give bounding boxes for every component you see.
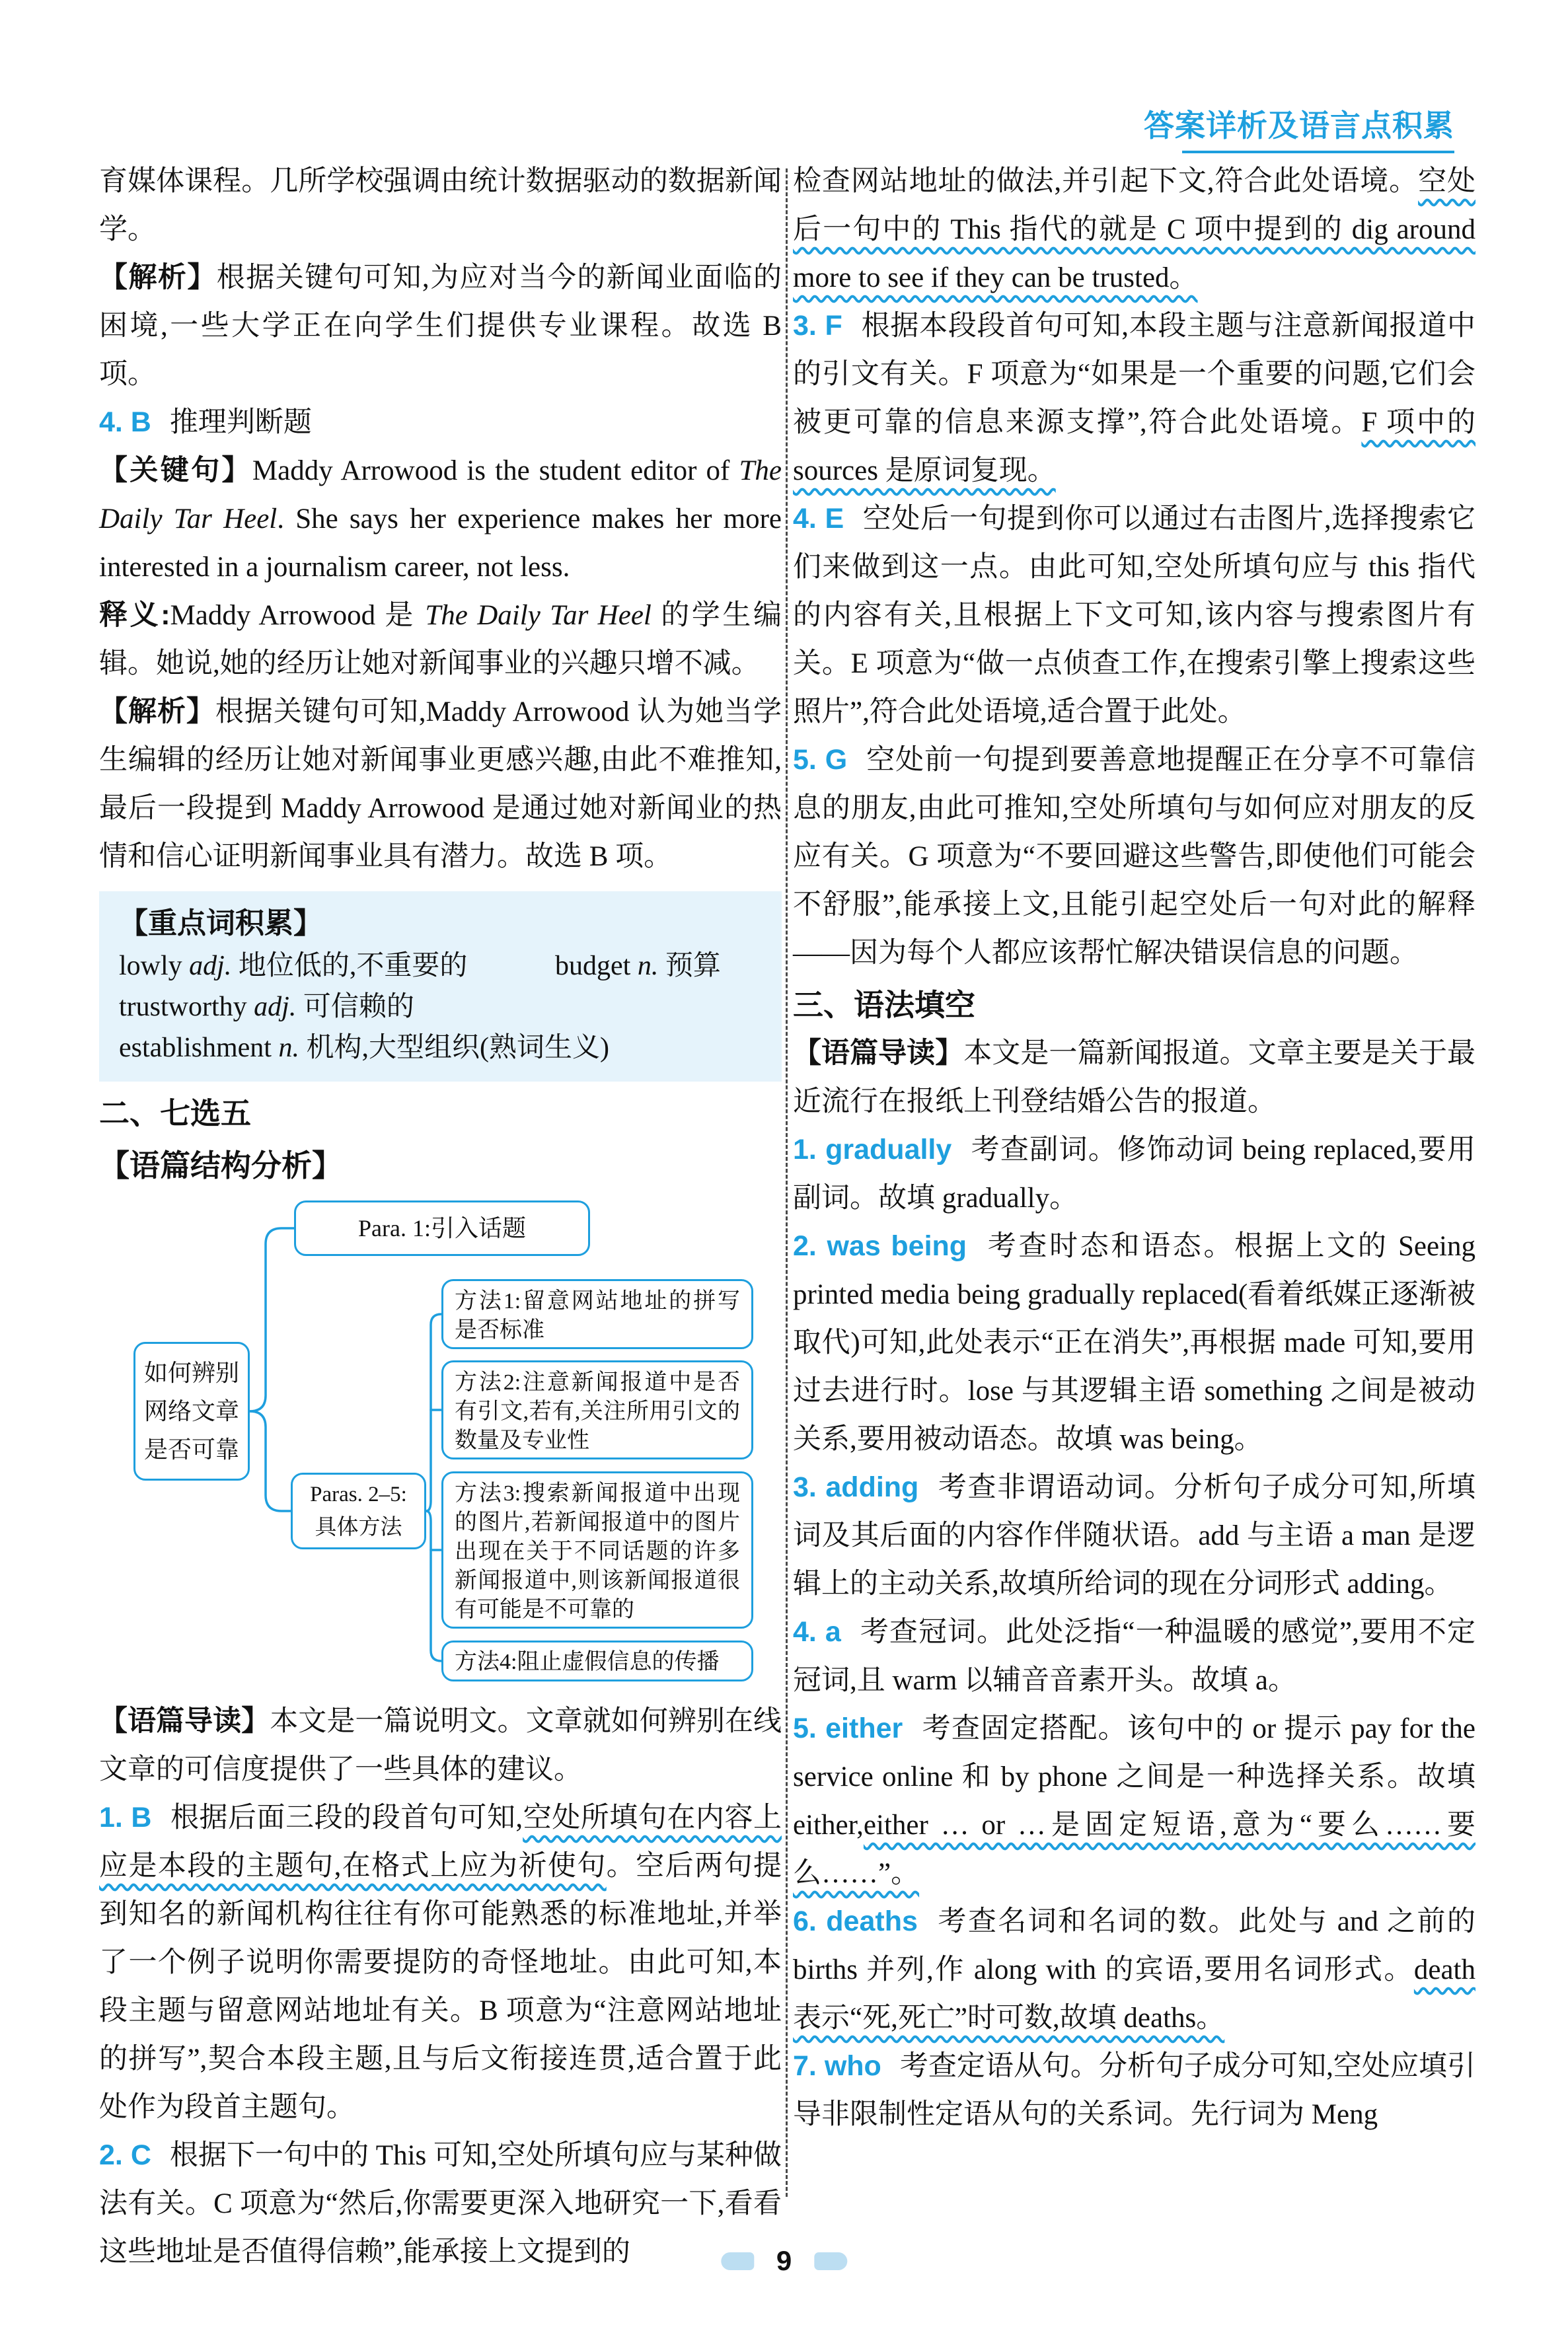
- answer-label: 2. C: [99, 2139, 151, 2171]
- text-segment: 二、七选五: [99, 1096, 251, 1130]
- para-grammar-4: [793, 1608, 1475, 1705]
- para-paraphrase: [99, 591, 782, 688]
- para-analysis-4: [99, 688, 782, 881]
- text-segment: 根据下一句中的 This 可知,空处所填句应与某种做法有关。C 项意为“然后,你需要更深入地研究一下,看看这些地址是否值得信赖”,能承接上文提到的: [99, 2140, 782, 2268]
- answer-label: 4. E: [793, 503, 844, 535]
- right-column: [793, 157, 1475, 2139]
- answer-label: 5. G: [793, 744, 848, 776]
- text-segment: 考查非谓语动词。分析句子成分可知,所填词及其后面的内容作伴随状语。add 与主语 a man 是逻辑上的主动关系,故填所给词的现在分词形式 adding。: [793, 1472, 1476, 1600]
- discourse-structure-diagram: [99, 1190, 782, 1697]
- text-segment: 考查时态和语态。根据上文的 Seeing printed media being gradually replaced(看着纸媒正逐渐被取代)可知,此处表示“正在消失”,再根据 made 可知,要用过去进行时。lose 与其逻辑主语 something 之间是被动关系,要用被动语态。故填 was being。: [793, 1231, 1475, 1455]
- vocab-row: [119, 986, 762, 1027]
- para-key-sentence: [99, 447, 782, 591]
- vocab-entry: establishment n. 机构,大型组织(熟词生义): [119, 1033, 609, 1063]
- para-answer-4e: [793, 495, 1475, 736]
- key-words-box: [99, 891, 782, 1082]
- text-segment: . She says her experience makes her more interested in a journalism career, not less.: [99, 503, 782, 583]
- text-segment: The Daily Tar Heel: [425, 600, 652, 631]
- text-segment: 根据本段段首句可知,本段主题与注意新闻报道中的引文有关。F 项意为“如果是一个重要的问题,它们会被更可靠的信息来源支撑”,符合此处语境。: [793, 311, 1476, 438]
- para-answer-2c: [99, 2131, 782, 2276]
- answer-label: 4. a: [793, 1616, 841, 1648]
- diagram-method3-node: 方法3:搜索新闻报道中出现的图片,若新闻报道中的图片出现在关于不同话题的许多新闻报道中,则该新闻报道很有可能是不可靠的: [441, 1471, 753, 1629]
- para-answer-1b: [99, 1794, 782, 2131]
- page-header: [1144, 104, 1454, 153]
- para-answer-4: [99, 398, 782, 447]
- text-segment: 根据关键句可知,为应对当今的新闻业面临的困境,一些大学正在向学生们提供专业课程。故选 B 项。: [99, 262, 782, 390]
- answer-label: 4. B: [99, 406, 151, 438]
- answer-label: 3. adding: [793, 1471, 919, 1503]
- header-underline: [1182, 151, 1454, 153]
- text-segment: 【语篇导读】: [793, 1037, 964, 1069]
- page-number: 9: [776, 2245, 792, 2276]
- text-segment: 考查定语从句。分析句子成分可知,空处应填引导非限制性定语从句的关系词。先行词为 Meng: [793, 2051, 1475, 2130]
- para-answer-3f: [793, 302, 1475, 495]
- text-segment: 【关键句】: [99, 455, 252, 486]
- column-divider: [786, 168, 788, 2197]
- answer-label: 6. deaths: [793, 1905, 918, 1937]
- para-guide-reading: [99, 1697, 782, 1794]
- text-segment: 考查名词和名词的数。此处与 and 之前的 births 并列,作 along with 的宾语,要用名词形式。: [793, 1906, 1476, 1985]
- section-heading-grammar: [793, 981, 1475, 1029]
- vocab-entry: trustworthy adj. 可信赖的: [119, 992, 414, 1022]
- vocab-row: [119, 945, 762, 986]
- text-segment: 三、语法填空: [793, 988, 975, 1022]
- answer-label: 5. either: [793, 1713, 903, 1744]
- vocab-row: [119, 1027, 762, 1068]
- answer-label: 2. was being: [793, 1230, 967, 1262]
- text-segment: 本文是一篇新闻报道。文章主要是关于最近流行在报纸上刊登结婚公告的报道。: [793, 1038, 1476, 1117]
- text-segment: 推理判断题: [169, 407, 312, 438]
- para-guide-reading-2: [793, 1029, 1475, 1126]
- para-grammar-6: [793, 1898, 1475, 2042]
- text-segment: 【语篇结构分析】: [99, 1148, 342, 1183]
- text-segment: 。空后两句提到知名的新闻机构往往有你可能熟悉的标准地址,并举了一个例子说明你需要提防的奇怪地址。由此可知,本段主题与留意网站地址有关。B 项意为“注意网站地址的拼写”,契合本段主题,且与后文衔接连贯,适合置于此处作为段首主题句。: [99, 1851, 782, 2123]
- para-analysis-3: [99, 254, 782, 398]
- answer-label: 3. F: [793, 310, 842, 342]
- text-segment: 空处后一句中的 This 指代的就是 C 项中提到的 dig around more to see if they can be trusted。: [793, 166, 1475, 293]
- vocab-entry: lowly adj. 地位低的,不重要的: [119, 951, 468, 981]
- text-segment: Maddy Arrowood is the student editor of: [252, 455, 739, 486]
- text-segment: Maddy Arrowood 是: [170, 600, 426, 631]
- footer-right-pill-decoration: [814, 2252, 847, 2270]
- para-grammar-5: [793, 1705, 1475, 1898]
- text-segment: 根据后面三段的段首句可知,: [170, 1802, 523, 1833]
- diagram-method1-node: 方法1:留意网站地址的拼写是否标准: [441, 1279, 753, 1349]
- answer-label: 1. gradually: [793, 1134, 952, 1165]
- text-segment: 根据关键句可知,Maddy Arrowood 认为她当学生编辑的经历让她对新闻事业更感兴趣,由此不难推知,最后一段提到 Maddy Arrowood 是通过她对新闻业的热情和信心证明新闻事业具有潜力。故选 B 项。: [99, 696, 782, 872]
- text-segment: 考查固定搭配。该句中的 or 提示 pay for the service online 和 by phone 之间是一种选择关系。故填 either,: [793, 1713, 1476, 1841]
- diagram-root-node: 如何辨别 网络文章 是否可靠: [133, 1342, 250, 1481]
- text-segment: 育媒体课程。几所学校强调由统计数据驱动的数据新闻学。: [99, 166, 782, 245]
- para-answer-5g: [793, 736, 1475, 977]
- diagram-method2-node: 方法2:注意新闻报道中是否有引文,若有,关注所用引文的数量及专业性: [441, 1360, 753, 1459]
- left-column: [99, 157, 782, 2276]
- diagram-para1-node: Para. 1:引入话题: [294, 1200, 590, 1256]
- text-segment: 的学生编辑。她说,她的经历让她对新闻事业的兴趣只增不减。: [99, 600, 782, 679]
- para-continuation: [99, 157, 782, 254]
- diagram-method4-node: 方法4:阻止虚假信息的传播: [441, 1641, 753, 1681]
- text-segment: 检查网站地址的做法,并引起下文,符合此处语境。: [793, 166, 1419, 197]
- para-grammar-2: [793, 1222, 1475, 1463]
- text-segment: The Daily Tar Heel: [99, 455, 782, 535]
- text-segment: 【解析】: [99, 262, 217, 293]
- text-segment: 考查冠词。此处泛指“一种温暖的感觉”,要用不定冠词,且 warm 以辅音音素开头。故填 a。: [793, 1617, 1475, 1696]
- para-grammar-7: [793, 2042, 1475, 2139]
- vocab-box-title: 【重点词积累】: [119, 907, 322, 940]
- diagram-paras2-5-node: Paras. 2–5: 具体方法: [291, 1473, 426, 1549]
- para-grammar-3: [793, 1463, 1475, 1608]
- text-segment: 【解析】: [99, 696, 215, 727]
- vocab-entry: budget n. 预算: [555, 951, 721, 981]
- structure-analysis-heading: [99, 1142, 782, 1190]
- text-segment: 考查副词。修饰动词 being replaced,要用副词。故填 gradually。: [793, 1134, 1476, 1214]
- text-segment: death 表示“死,死亡”时可数,故填 deaths。: [793, 1954, 1475, 2034]
- page-header-title: 答案详析及语言点积累: [1144, 108, 1454, 143]
- text-segment: 空处前一句提到要善意地提醒正在分享不可靠信息的朋友,由此可推知,空处所填句与如何应对朋友的反应有关。G 项意为“不要回避这些警告,即使他们可能会不舒服”,能承接上文,且能引起空处后一句对此的解释——因为每个人都应该帮忙解决错误信息的问题。: [793, 745, 1475, 969]
- text-segment: 空处所填句在内容上应是本段的主题句,在格式上应为祈使句: [99, 1802, 782, 1882]
- text-segment: 释义:: [99, 599, 170, 631]
- section-heading-cloze: [99, 1089, 782, 1138]
- text-segment: 本文是一篇说明文。文章就如何辨别在线文章的可信度提供了一些具体的建议。: [99, 1706, 782, 1785]
- page-footer: [721, 2245, 847, 2277]
- answer-label: 7. who: [793, 2050, 881, 2082]
- answer-label: 1. B: [99, 1802, 152, 1833]
- para-grammar-1: [793, 1126, 1475, 1222]
- footer-left-pill-decoration: [721, 2252, 754, 2270]
- para-continuation-right: [793, 157, 1475, 302]
- text-segment: either … or …是固定短语,意为“要么……要么……”。: [793, 1810, 1475, 1889]
- text-segment: F 项中的 sources 是原词复现。: [793, 407, 1475, 486]
- text-segment: 空处后一句提到你可以通过右击图片,选择搜索它们来做到这一点。由此可知,空处所填句应与 this 指代的内容有关,且根据上下文可知,该内容与搜索图片有关。E 项意为“做一点侦查工作,在搜索引擎上搜索这些照片”,符合此处语境,适合置于此处。: [793, 503, 1475, 727]
- text-segment: 【语篇导读】: [99, 1705, 270, 1737]
